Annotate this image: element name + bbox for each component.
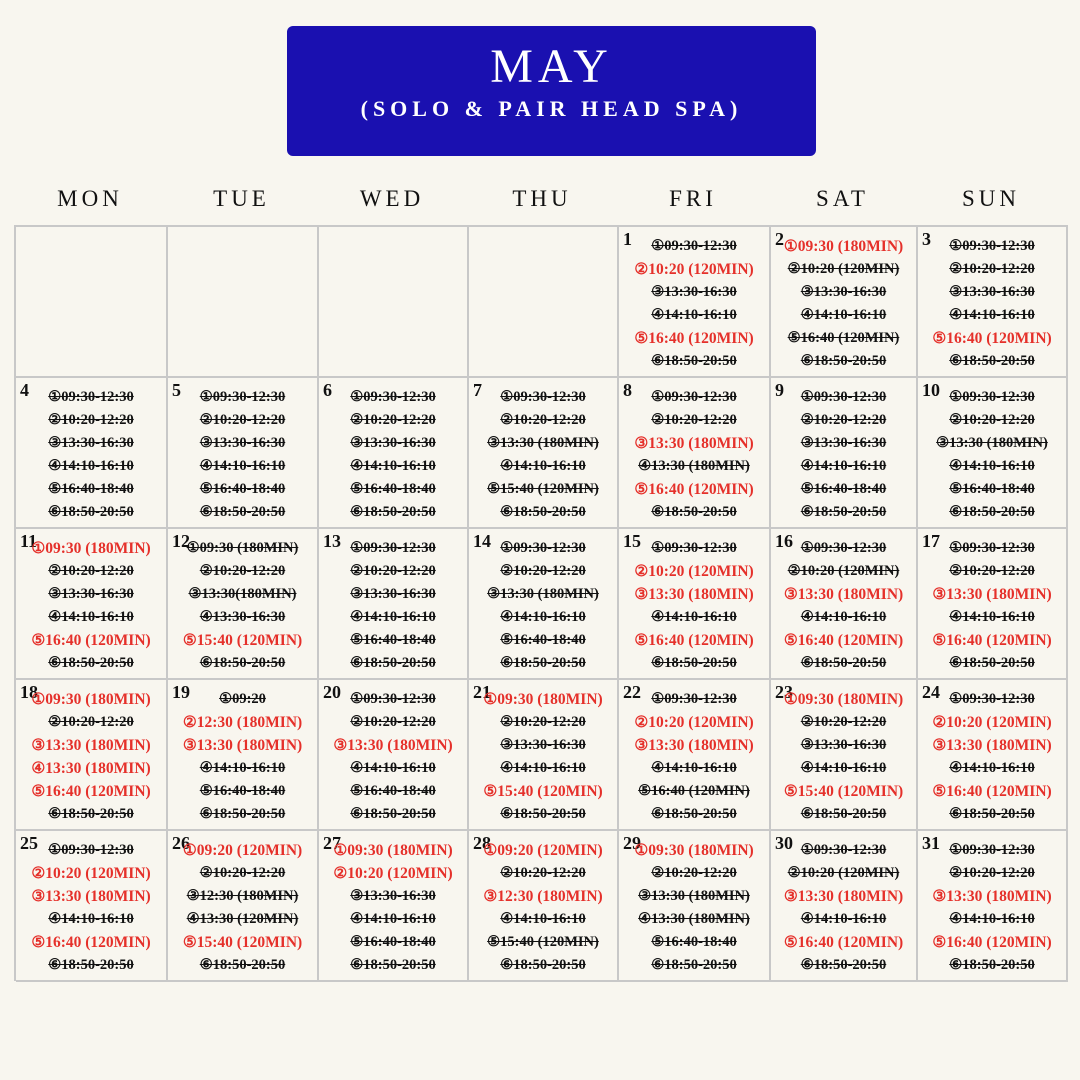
booked-slot: ②10:20-12:20 bbox=[199, 865, 286, 881]
booked-slot: ④14:10-16:10 bbox=[48, 911, 134, 927]
booked-slot: ⑥18:50-20:50 bbox=[949, 504, 1035, 520]
booked-slot: ①09:20 bbox=[219, 691, 266, 707]
day-number: 7 bbox=[473, 380, 482, 400]
booked-slot: ⑤16:40-18:40 bbox=[651, 934, 737, 950]
weekday-sun: SUN bbox=[961, 186, 1020, 211]
booked-slot: ⑥18:50-20:50 bbox=[800, 353, 887, 369]
booked-slot: ④13:30-16:30 bbox=[199, 609, 286, 625]
available-slot[interactable]: ③13:30 (180MIN) bbox=[783, 888, 904, 905]
booked-slot: ②10:20-12:20 bbox=[800, 714, 887, 730]
time-slot-list bbox=[469, 537, 617, 675]
day-number: 8 bbox=[623, 380, 632, 400]
booked-slot: ②10:20-12:20 bbox=[651, 865, 737, 881]
booked-slot: ①09:30-12:30 bbox=[651, 691, 737, 707]
available-slot[interactable]: ①09:20 (120MIN) bbox=[483, 842, 603, 859]
time-slot-list bbox=[319, 386, 467, 524]
available-slot[interactable]: ②10:20 (120MIN) bbox=[634, 714, 754, 731]
time-slot-list bbox=[771, 386, 916, 524]
booked-slot: ⑥18:50-20:50 bbox=[48, 957, 134, 973]
time-slot-list bbox=[16, 386, 166, 524]
available-slot[interactable]: ②10:20 (120MIN) bbox=[333, 865, 453, 882]
available-slot[interactable]: ⑤15:40 (120MIN) bbox=[783, 783, 904, 800]
booked-slot: ④13:30 (120MIN) bbox=[186, 911, 299, 927]
booked-slot: ⑤16:40 (120MIN) bbox=[638, 783, 750, 799]
available-slot[interactable]: ③13:30 (180MIN) bbox=[634, 737, 754, 754]
available-slot[interactable]: ①09:30 (180MIN) bbox=[783, 691, 904, 708]
booked-slot: ⑥18:50-20:50 bbox=[500, 957, 586, 973]
day-number: 22 bbox=[623, 682, 641, 702]
booked-slot: ①09:30-12:30 bbox=[949, 691, 1035, 707]
day-cell bbox=[469, 529, 619, 680]
booked-slot: ⑥18:50-20:50 bbox=[48, 806, 134, 822]
booked-slot: ⑥18:50-20:50 bbox=[800, 504, 887, 520]
available-slot[interactable]: ⑤16:40 (120MIN) bbox=[31, 632, 151, 649]
time-slot-list bbox=[168, 839, 317, 977]
day-number: 6 bbox=[323, 380, 332, 400]
time-slot-list bbox=[619, 688, 769, 826]
day-number: 31 bbox=[922, 833, 940, 853]
booked-slot: ①09:30-12:30 bbox=[350, 691, 436, 707]
available-slot[interactable]: ②10:20 (120MIN) bbox=[634, 563, 754, 580]
empty-day-cell bbox=[168, 227, 319, 378]
booked-slot: ②10:20-12:20 bbox=[48, 412, 134, 428]
day-cell bbox=[918, 378, 1068, 529]
day-cell bbox=[469, 831, 619, 982]
booked-slot: ④14:10-16:10 bbox=[949, 760, 1035, 776]
available-slot[interactable]: ⑤16:40 (120MIN) bbox=[31, 934, 151, 951]
booked-slot: ⑤15:40 (120MIN) bbox=[487, 934, 599, 950]
day-cell bbox=[918, 227, 1068, 378]
booked-slot: ⑤16:40-18:40 bbox=[350, 783, 436, 799]
booked-slot: ①09:30-12:30 bbox=[949, 842, 1035, 858]
available-slot[interactable]: ①09:20 (120MIN) bbox=[182, 842, 303, 859]
booked-slot: ①09:30-12:30 bbox=[350, 389, 436, 405]
booked-slot: ⑤16:40-18:40 bbox=[350, 632, 436, 648]
booked-slot: ①09:30-12:30 bbox=[949, 389, 1035, 405]
empty-day-cell bbox=[469, 227, 619, 378]
booked-slot: ③13:30-16:30 bbox=[350, 888, 436, 904]
available-slot[interactable]: ⑤15:40 (120MIN) bbox=[182, 632, 303, 649]
booked-slot: ⑥18:50-20:50 bbox=[651, 806, 737, 822]
booked-slot: ④14:10-16:10 bbox=[651, 760, 737, 776]
booked-slot: ⑥18:50-20:50 bbox=[651, 957, 737, 973]
booked-slot: ③13:30-16:30 bbox=[800, 284, 887, 300]
booked-slot: ⑤16:40 (120MIN) bbox=[787, 330, 900, 346]
available-slot[interactable]: ①09:30 (180MIN) bbox=[333, 842, 453, 859]
day-cell bbox=[319, 680, 469, 831]
booked-slot: ⑥18:50-20:50 bbox=[500, 504, 586, 520]
day-number: 27 bbox=[323, 833, 341, 853]
time-slot-list bbox=[16, 688, 166, 826]
booked-slot: ②10:20-12:20 bbox=[48, 714, 134, 730]
day-cell bbox=[771, 529, 918, 680]
booked-slot: ⑥18:50-20:50 bbox=[199, 655, 286, 671]
available-slot[interactable]: ⑤16:40 (120MIN) bbox=[634, 632, 754, 649]
booked-slot: ⑥18:50-20:50 bbox=[199, 957, 286, 973]
available-slot[interactable]: ①09:30 (180MIN) bbox=[634, 842, 754, 859]
booked-slot: ②10:20-12:20 bbox=[350, 563, 436, 579]
booked-slot: ⑥18:50-20:50 bbox=[48, 655, 134, 671]
booked-slot: ②10:20 (120MIN) bbox=[787, 261, 900, 277]
booked-slot: ④14:10-16:10 bbox=[350, 609, 436, 625]
booked-slot: ②10:20-12:20 bbox=[949, 261, 1035, 277]
time-slot-list bbox=[319, 537, 467, 675]
day-cell bbox=[16, 680, 168, 831]
booked-slot: ④14:10-16:10 bbox=[500, 760, 586, 776]
booked-slot: ⑤16:40-18:40 bbox=[800, 481, 887, 497]
day-number: 3 bbox=[922, 229, 931, 249]
available-slot[interactable]: ③13:30 (180MIN) bbox=[634, 435, 754, 452]
time-slot-list bbox=[771, 235, 916, 373]
available-slot[interactable]: ③13:30 (180MIN) bbox=[932, 586, 1052, 603]
booked-slot: ①09:30-12:30 bbox=[949, 540, 1035, 556]
booked-slot: ③12:30 (180MIN) bbox=[186, 888, 299, 904]
booked-slot: ①09:30-12:30 bbox=[651, 540, 737, 556]
time-slot-list bbox=[319, 688, 467, 826]
day-cell bbox=[771, 831, 918, 982]
available-slot[interactable]: ②10:20 (120MIN) bbox=[634, 261, 754, 278]
calendar-grid bbox=[14, 225, 1068, 981]
empty-day-cell bbox=[319, 227, 469, 378]
time-slot-list bbox=[16, 537, 166, 675]
booked-slot: ⑥18:50-20:50 bbox=[350, 806, 436, 822]
day-cell bbox=[619, 378, 771, 529]
day-number: 29 bbox=[623, 833, 641, 853]
day-number: 1 bbox=[623, 229, 632, 249]
available-slot[interactable]: ③13:30 (180MIN) bbox=[31, 737, 151, 754]
available-slot[interactable]: ⑤15:40 (120MIN) bbox=[182, 934, 303, 951]
available-slot[interactable]: ⑤16:40 (120MIN) bbox=[932, 783, 1052, 800]
booked-slot: ⑥18:50-20:50 bbox=[949, 957, 1035, 973]
available-slot[interactable]: ①09:30 (180MIN) bbox=[31, 691, 151, 708]
booked-slot: ③13:30 (180MIN) bbox=[638, 888, 750, 904]
time-slot-list bbox=[469, 386, 617, 524]
available-slot[interactable]: ③13:30 (180MIN) bbox=[783, 586, 904, 603]
day-number: 9 bbox=[775, 380, 784, 400]
booked-slot: ④14:10-16:10 bbox=[949, 307, 1035, 323]
available-slot[interactable]: ⑤16:40 (120MIN) bbox=[932, 934, 1052, 951]
booked-slot: ③13:30(180MIN) bbox=[188, 586, 297, 602]
day-number: 19 bbox=[172, 682, 190, 702]
booked-slot: ①09:30-12:30 bbox=[350, 540, 436, 556]
booked-slot: ①09:30-12:30 bbox=[500, 540, 586, 556]
booked-slot: ⑥18:50-20:50 bbox=[500, 655, 586, 671]
booked-slot: ⑥18:50-20:50 bbox=[949, 806, 1035, 822]
available-slot[interactable]: ⑤16:40 (120MIN) bbox=[932, 632, 1052, 649]
booked-slot: ⑥18:50-20:50 bbox=[949, 353, 1035, 369]
booked-slot: ②10:20-12:20 bbox=[500, 865, 586, 881]
month-title: MAY bbox=[490, 40, 613, 93]
booked-slot: ④14:10-16:10 bbox=[651, 307, 737, 323]
available-slot[interactable]: ③12:30 (180MIN) bbox=[483, 888, 603, 905]
booked-slot: ①09:30-12:30 bbox=[949, 238, 1035, 254]
day-cell bbox=[16, 831, 168, 982]
booked-slot: ③13:30 (180MIN) bbox=[936, 435, 1048, 451]
day-cell bbox=[319, 831, 469, 982]
month-banner bbox=[287, 26, 816, 156]
available-slot[interactable]: ⑤16:40 (120MIN) bbox=[783, 934, 904, 951]
available-slot[interactable]: ③13:30 (180MIN) bbox=[31, 888, 151, 905]
time-slot-list bbox=[319, 839, 467, 977]
day-number: 16 bbox=[775, 531, 793, 551]
day-cell bbox=[168, 529, 319, 680]
day-number: 2 bbox=[775, 229, 784, 249]
booked-slot: ⑥18:50-20:50 bbox=[651, 504, 737, 520]
day-number: 15 bbox=[623, 531, 641, 551]
day-number: 5 bbox=[172, 380, 181, 400]
booked-slot: ⑥18:50-20:50 bbox=[651, 655, 737, 671]
booked-slot: ⑥18:50-20:50 bbox=[199, 806, 286, 822]
booked-slot: ③13:30-16:30 bbox=[500, 737, 586, 753]
available-slot[interactable]: ⑤16:40 (120MIN) bbox=[783, 632, 904, 649]
booked-slot: ③13:30 (180MIN) bbox=[487, 435, 599, 451]
time-slot-list bbox=[168, 386, 317, 524]
booked-slot: ⑥18:50-20:50 bbox=[199, 504, 286, 520]
weekday-sat: SAT bbox=[816, 186, 869, 211]
weekday-mon: MON bbox=[57, 186, 123, 211]
booked-slot: ④14:10-16:10 bbox=[949, 911, 1035, 927]
booked-slot: ①09:30-12:30 bbox=[48, 389, 134, 405]
weekday-wed: WED bbox=[359, 186, 425, 211]
time-slot-list bbox=[619, 537, 769, 675]
booked-slot: ④14:10-16:10 bbox=[500, 609, 586, 625]
available-slot[interactable]: ⑤15:40 (120MIN) bbox=[483, 783, 603, 800]
booked-slot: ③13:30-16:30 bbox=[651, 284, 737, 300]
booked-slot: ③13:30-16:30 bbox=[949, 284, 1035, 300]
day-cell bbox=[771, 227, 918, 378]
weekday-tue: TUE bbox=[213, 186, 270, 211]
booked-slot: ②10:20 (120MIN) bbox=[787, 865, 900, 881]
booked-slot: ④13:30 (180MIN) bbox=[638, 911, 750, 927]
booked-slot: ④14:10-16:10 bbox=[800, 760, 887, 776]
booked-slot: ②10:20-12:20 bbox=[500, 412, 586, 428]
weekday-fri: FRI bbox=[669, 186, 717, 211]
day-cell bbox=[918, 680, 1068, 831]
booked-slot: ④14:10-16:10 bbox=[350, 458, 436, 474]
schedule-subtitle: (SOLO & PAIR HEAD SPA) bbox=[360, 96, 743, 121]
booked-slot: ②10:20-12:20 bbox=[500, 714, 586, 730]
day-cell bbox=[619, 831, 771, 982]
booked-slot: ②10:20-12:20 bbox=[949, 865, 1035, 881]
booked-slot: ③13:30-16:30 bbox=[199, 435, 286, 451]
booked-slot: ②10:20-12:20 bbox=[949, 412, 1035, 428]
booked-slot: ②10:20-12:20 bbox=[199, 563, 286, 579]
booked-slot: ⑥18:50-20:50 bbox=[48, 504, 134, 520]
empty-day-cell bbox=[16, 227, 168, 378]
day-cell bbox=[619, 529, 771, 680]
day-cell bbox=[16, 378, 168, 529]
day-cell bbox=[469, 680, 619, 831]
booked-slot: ⑤16:40-18:40 bbox=[48, 481, 134, 497]
available-slot[interactable]: ①09:30 (180MIN) bbox=[31, 540, 151, 557]
booked-slot: ⑤16:40-18:40 bbox=[199, 481, 286, 497]
day-number: 24 bbox=[922, 682, 940, 702]
booked-slot: ⑤16:40-18:40 bbox=[500, 632, 586, 648]
booked-slot: ②10:20 (120MIN) bbox=[787, 563, 900, 579]
available-slot[interactable]: ③13:30 (180MIN) bbox=[932, 888, 1052, 905]
booked-slot: ④14:10-16:10 bbox=[800, 609, 887, 625]
time-slot-list bbox=[918, 537, 1066, 675]
available-slot[interactable]: ②10:20 (120MIN) bbox=[932, 714, 1052, 731]
booked-slot: ④14:10-16:10 bbox=[500, 458, 586, 474]
weekday-header bbox=[14, 186, 1068, 216]
booked-slot: ⑥18:50-20:50 bbox=[949, 655, 1035, 671]
available-slot[interactable]: ⑤16:40 (120MIN) bbox=[634, 330, 754, 347]
booked-slot: ③13:30-16:30 bbox=[350, 435, 436, 451]
day-cell bbox=[771, 378, 918, 529]
time-slot-list bbox=[619, 235, 769, 373]
booked-slot: ④14:10-16:10 bbox=[800, 458, 887, 474]
day-cell bbox=[168, 378, 319, 529]
time-slot-list bbox=[469, 688, 617, 826]
available-slot[interactable]: ⑤16:40 (120MIN) bbox=[634, 481, 754, 498]
booked-slot: ⑤15:40 (120MIN) bbox=[487, 481, 599, 497]
booked-slot: ⑤16:40-18:40 bbox=[350, 934, 436, 950]
time-slot-list bbox=[469, 839, 617, 977]
time-slot-list bbox=[771, 688, 916, 826]
day-cell bbox=[168, 680, 319, 831]
booked-slot: ⑥18:50-20:50 bbox=[350, 504, 436, 520]
day-number: 20 bbox=[323, 682, 341, 702]
time-slot-list bbox=[918, 386, 1066, 524]
booked-slot: ②10:20-12:20 bbox=[800, 412, 887, 428]
time-slot-list bbox=[168, 688, 317, 826]
booked-slot: ④14:10-16:10 bbox=[651, 609, 737, 625]
day-number: 4 bbox=[20, 380, 29, 400]
booked-slot: ⑥18:50-20:50 bbox=[800, 806, 887, 822]
time-slot-list bbox=[16, 839, 166, 977]
booked-slot: ④14:10-16:10 bbox=[500, 911, 586, 927]
booked-slot: ①09:30-12:30 bbox=[800, 842, 887, 858]
booked-slot: ③13:30-16:30 bbox=[800, 737, 887, 753]
booked-slot: ⑤16:40-18:40 bbox=[199, 783, 286, 799]
booked-slot: ①09:30-12:30 bbox=[199, 389, 286, 405]
time-slot-list bbox=[771, 839, 916, 977]
booked-slot: ⑥18:50-20:50 bbox=[800, 655, 887, 671]
booked-slot: ④14:10-16:10 bbox=[199, 458, 286, 474]
available-slot[interactable]: ②12:30 (180MIN) bbox=[182, 714, 303, 731]
day-number: 23 bbox=[775, 682, 793, 702]
day-cell bbox=[469, 378, 619, 529]
booked-slot: ③13:30-16:30 bbox=[48, 435, 134, 451]
booked-slot: ②10:20-12:20 bbox=[350, 714, 436, 730]
day-number: 28 bbox=[473, 833, 491, 853]
booked-slot: ②10:20-12:20 bbox=[48, 563, 134, 579]
booked-slot: ④14:10-16:10 bbox=[199, 760, 286, 776]
booked-slot: ④14:10-16:10 bbox=[800, 911, 887, 927]
available-slot[interactable]: ①09:30 (180MIN) bbox=[483, 691, 603, 708]
booked-slot: ⑥18:50-20:50 bbox=[651, 353, 737, 369]
booked-slot: ⑥18:50-20:50 bbox=[350, 957, 436, 973]
booked-slot: ③13:30 (180MIN) bbox=[487, 586, 599, 602]
day-number: 26 bbox=[172, 833, 190, 853]
booked-slot: ②10:20-12:20 bbox=[350, 412, 436, 428]
day-number: 18 bbox=[20, 682, 38, 702]
available-slot[interactable]: ②10:20 (120MIN) bbox=[31, 865, 151, 882]
available-slot[interactable]: ③13:30 (180MIN) bbox=[333, 737, 453, 754]
booked-slot: ⑥18:50-20:50 bbox=[800, 957, 887, 973]
time-slot-list bbox=[918, 235, 1066, 373]
available-slot[interactable]: ④13:30 (180MIN) bbox=[31, 760, 151, 777]
day-cell bbox=[319, 378, 469, 529]
booked-slot: ①09:30-12:30 bbox=[800, 540, 887, 556]
booked-slot: ②10:20-12:20 bbox=[500, 563, 586, 579]
day-cell bbox=[168, 831, 319, 982]
day-cell bbox=[771, 680, 918, 831]
day-number: 17 bbox=[922, 531, 940, 551]
booked-slot: ④14:10-16:10 bbox=[350, 760, 436, 776]
booked-slot: ③13:30-16:30 bbox=[48, 586, 134, 602]
day-number: 21 bbox=[473, 682, 491, 702]
time-slot-list bbox=[168, 537, 317, 675]
time-slot-list bbox=[619, 839, 769, 977]
booked-slot: ⑥18:50-20:50 bbox=[350, 655, 436, 671]
day-cell bbox=[918, 831, 1068, 982]
time-slot-list bbox=[771, 537, 916, 675]
booked-slot: ④14:10-16:10 bbox=[949, 609, 1035, 625]
available-slot[interactable]: ③13:30 (180MIN) bbox=[932, 737, 1052, 754]
booked-slot: ②10:20-12:20 bbox=[949, 563, 1035, 579]
time-slot-list bbox=[918, 839, 1066, 977]
booked-slot: ①09:30-12:30 bbox=[651, 389, 737, 405]
booked-slot: ④14:10-16:10 bbox=[350, 911, 436, 927]
day-number: 13 bbox=[323, 531, 341, 551]
booked-slot: ④13:30 (180MIN) bbox=[638, 458, 750, 474]
booked-slot: ②10:20-12:20 bbox=[199, 412, 286, 428]
day-cell bbox=[16, 529, 168, 680]
day-number: 30 bbox=[775, 833, 793, 853]
booked-slot: ①09:30-12:30 bbox=[651, 238, 737, 254]
day-cell bbox=[319, 529, 469, 680]
day-number: 10 bbox=[922, 380, 940, 400]
weekday-thu: THU bbox=[512, 186, 572, 211]
booked-slot: ①09:30-12:30 bbox=[800, 389, 887, 405]
booked-slot: ③13:30-16:30 bbox=[350, 586, 436, 602]
time-slot-list bbox=[918, 688, 1066, 826]
booked-slot: ④14:10-16:10 bbox=[800, 307, 887, 323]
booked-slot: ①09:30 (180MIN) bbox=[186, 540, 299, 556]
available-slot[interactable]: ⑤16:40 (120MIN) bbox=[932, 330, 1052, 347]
booked-slot: ③13:30-16:30 bbox=[800, 435, 887, 451]
booked-slot: ④14:10-16:10 bbox=[949, 458, 1035, 474]
available-slot[interactable]: ⑤16:40 (120MIN) bbox=[31, 783, 151, 800]
booked-slot: ①09:30-12:30 bbox=[500, 389, 586, 405]
booked-slot: ④14:10-16:10 bbox=[48, 458, 134, 474]
time-slot-list bbox=[619, 386, 769, 524]
day-number: 14 bbox=[473, 531, 491, 551]
day-number: 25 bbox=[20, 833, 38, 853]
booked-slot: ⑤16:40-18:40 bbox=[949, 481, 1035, 497]
day-cell bbox=[619, 680, 771, 831]
day-number: 11 bbox=[20, 531, 38, 551]
available-slot[interactable]: ①09:30 (180MIN) bbox=[783, 238, 904, 255]
day-cell bbox=[619, 227, 771, 378]
booked-slot: ⑤16:40-18:40 bbox=[350, 481, 436, 497]
day-number: 12 bbox=[172, 531, 190, 551]
day-cell bbox=[918, 529, 1068, 680]
available-slot[interactable]: ③13:30 (180MIN) bbox=[634, 586, 754, 603]
booked-slot: ②10:20-12:20 bbox=[651, 412, 737, 428]
booked-slot: ④14:10-16:10 bbox=[48, 609, 134, 625]
booked-slot: ①09:30-12:30 bbox=[48, 842, 134, 858]
booked-slot: ⑥18:50-20:50 bbox=[500, 806, 586, 822]
available-slot[interactable]: ③13:30 (180MIN) bbox=[182, 737, 303, 754]
